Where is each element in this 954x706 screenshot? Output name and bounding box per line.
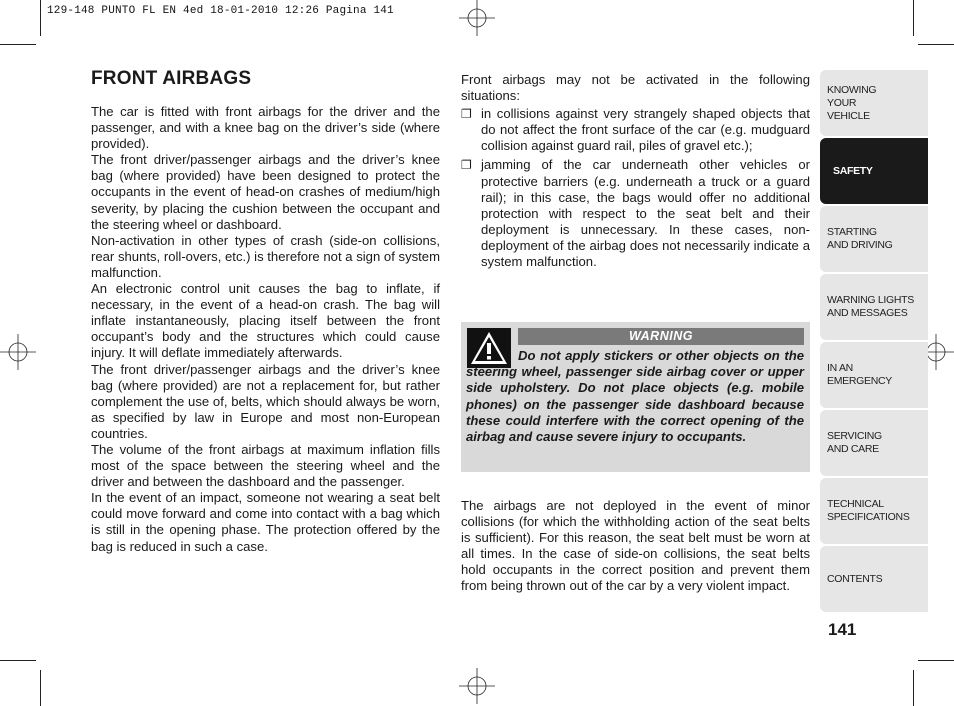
crop-mark bbox=[0, 660, 36, 661]
print-header: 129-148 PUNTO FL EN 4ed 18-01-2010 12:26 Pagina 141 bbox=[47, 5, 394, 17]
checkbox-bullet-icon: ❐ bbox=[461, 107, 472, 122]
paragraph: The front driver/passenger airbags and the driver’s knee bag (where provided) have been designed to protect the occupants in the event of head-on crashes of medium/high severity, by placing the cushion between the occupant and the steering wheel or dashboard. bbox=[91, 152, 440, 232]
tab-warning-lights[interactable]: WARNING LIGHTS AND MESSAGES bbox=[820, 274, 928, 340]
registration-mark-bottom bbox=[459, 668, 495, 704]
tab-safety[interactable]: SAFETY bbox=[820, 138, 928, 204]
warning-box bbox=[461, 322, 810, 472]
list-item-text: jamming of the car underneath other vehicles or protective barriers (e.g. underneath a truck or a guard rail); in this case, the bags would offer no additional protection with respect to the seat belt and their deployment is unnecessary. In these cases, non-deployment of the airbag does not necessarily indicate a system malfunction. bbox=[481, 157, 810, 270]
paragraph: Non-activation in other types of crash (side-on collisions, rear shunts, roll-overs, etc.) is therefore not a sign of system malfunction. bbox=[91, 232, 440, 280]
paragraph: The car is fitted with front airbags for the driver and the passenger, and with a knee bag on the driver’s side (where provided). bbox=[91, 104, 440, 152]
left-column bbox=[91, 68, 440, 555]
tab-knowing-your-vehicle[interactable]: KNOWING YOUR VEHICLE bbox=[820, 70, 928, 136]
crop-mark bbox=[40, 0, 41, 36]
page-number: 141 bbox=[828, 620, 857, 639]
tab-in-an-emergency[interactable]: IN AN EMERGENCY bbox=[820, 342, 928, 408]
left-body bbox=[91, 104, 440, 555]
crop-mark bbox=[913, 0, 914, 36]
list-item bbox=[461, 157, 810, 270]
paragraph: An electronic control unit causes the bag to inflate, if necessary, in the event of a head-on crash. The bag will inflate instantaneously, placing itself between the front occupant’s body and the structures which could cause injury. It will deflate immediately afterwards. bbox=[91, 281, 440, 361]
warning-text: Do not apply stickers or other objects on the steering wheel, passenger side airbag cover or upper side upholstery. Do not place objects (e.g. mobile phones) on the passenger side dashboard because these could interfere with the correct opening of the airbag and cause severe injury to occupants. bbox=[466, 348, 804, 445]
crop-mark bbox=[0, 44, 36, 45]
middle-column bbox=[461, 72, 810, 273]
tab-technical-specifications[interactable]: TECHNICAL SPECIFICATIONS bbox=[820, 478, 928, 544]
tab-contents[interactable]: CONTENTS bbox=[820, 546, 928, 612]
paragraph: The front driver/passenger airbags and the driver’s knee bag (where provided) are not a replacement for, but rather complement the use of, belts, which should always be worn, as specified by law in Europe and most non-European countries. bbox=[91, 361, 440, 441]
section-tabs bbox=[820, 70, 928, 614]
registration-mark-top bbox=[459, 0, 495, 36]
crop-mark bbox=[40, 670, 41, 706]
page-title: FRONT AIRBAGS bbox=[91, 68, 252, 89]
tab-servicing-and-care[interactable]: SERVICING AND CARE bbox=[820, 410, 928, 476]
tab-starting-and-driving[interactable]: STARTING AND DRIVING bbox=[820, 206, 928, 272]
checkbox-bullet-icon: ❐ bbox=[461, 158, 472, 173]
crop-mark bbox=[918, 44, 954, 45]
crop-mark bbox=[918, 660, 954, 661]
warning-heading: WARNING bbox=[518, 328, 804, 345]
list-item-text: in collisions against very strangely shaped objects that do not affect the front surface of the car (e.g. mudguard collision against guard rail, piles of gravel etc.); bbox=[481, 106, 810, 154]
registration-mark-left bbox=[0, 334, 36, 370]
list-item bbox=[461, 106, 810, 154]
minor-collision-text: The airbags are not deployed in the event of minor collisions (for which the withholding action of the seat belts is sufficient). For this reason, the seat belt must be worn at all times. In the case of side-on collisions, the seat belts hold occupants in the correct position and prevent them from being thrown out of the car by a very violent impact. bbox=[461, 498, 810, 594]
paragraph: In the event of an impact, someone not wearing a seat belt could move forward and come into contact with a bag which is still in the opening phase. The protection offered by the bag is reduced in such a case. bbox=[91, 490, 440, 554]
intro-text: Front airbags may not be activated in the following situations: bbox=[461, 72, 810, 104]
crop-mark bbox=[913, 670, 914, 706]
paragraph: The volume of the front airbags at maximum inflation fills most of the space between the steering wheel and the driver and between the dashboard and the passenger. bbox=[91, 441, 440, 490]
